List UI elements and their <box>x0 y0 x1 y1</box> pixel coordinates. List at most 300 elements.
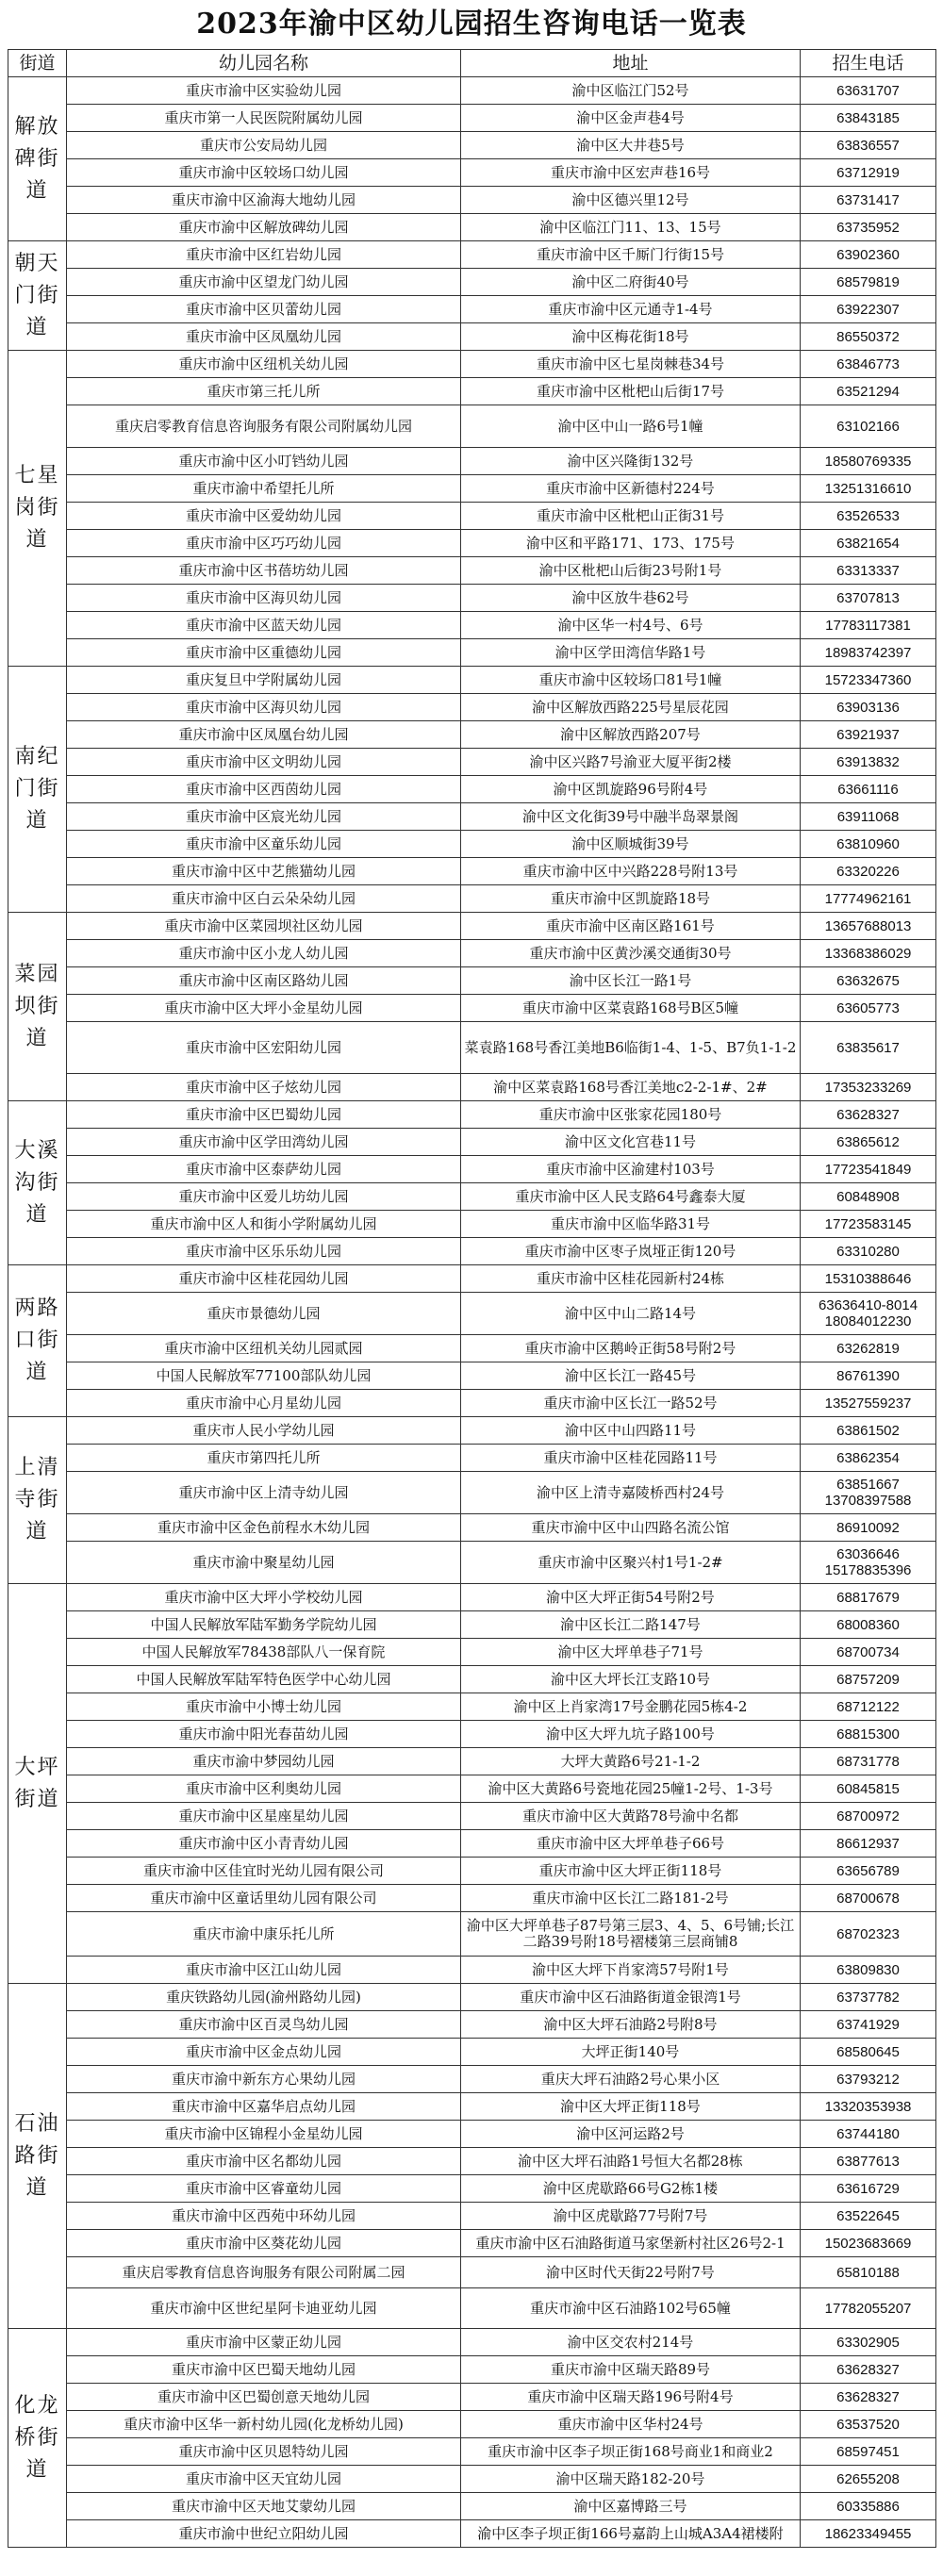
district-cell: 大坪街道 <box>8 1584 67 1984</box>
address-cell: 渝中区临江门11、13、15号 <box>461 214 801 241</box>
phone-cell: 63656789 <box>801 1858 936 1885</box>
phone-cell: 63865612 <box>801 1129 936 1156</box>
table-row <box>8 475 936 503</box>
table-row <box>8 2257 936 2288</box>
name-cell: 重庆市渝中区子炫幼儿园 <box>67 1074 461 1101</box>
address-cell: 渝中区兴路7号渝亚大厦平街2楼 <box>461 749 801 776</box>
phone-cell: 68815300 <box>801 1721 936 1748</box>
phone-cell: 86761390 <box>801 1362 936 1390</box>
table-row <box>8 269 936 296</box>
phone-cell: 63793212 <box>801 2066 936 2093</box>
phone-cell: 17774962161 <box>801 885 936 913</box>
name-cell: 重庆市渝中区爱幼幼儿园 <box>67 503 461 530</box>
address-cell: 渝中区瑞天路182-20号 <box>461 2466 801 2493</box>
phone-cell: 63877613 <box>801 2148 936 2175</box>
phone-cell: 63921937 <box>801 721 936 749</box>
table-row <box>8 132 936 159</box>
name-cell: 重庆市渝中区文明幼儿园 <box>67 749 461 776</box>
name-cell: 重庆市渝中阳光春苗幼儿园 <box>67 1721 461 1748</box>
address-cell: 重庆市渝中区中山四路名流公馆 <box>461 1514 801 1542</box>
table-row <box>8 1830 936 1858</box>
name-cell: 重庆市渝中希望托儿所 <box>67 475 461 503</box>
name-cell: 重庆市渝中区较场口幼儿园 <box>67 159 461 187</box>
phone-cell: 63744180 <box>801 2121 936 2148</box>
table-row <box>8 2438 936 2466</box>
name-cell: 重庆市渝中心月星幼儿园 <box>67 1390 461 1417</box>
address-cell: 重庆市渝中区李子坝正街168号商业1和商业2 <box>461 2438 801 2466</box>
address-cell: 重庆市渝中区鹅岭正街58号附2号 <box>461 1335 801 1362</box>
address-cell: 重庆市渝中区渝建村103号 <box>461 1156 801 1183</box>
table-row <box>8 1611 936 1639</box>
phone-cell: 65810188 <box>801 2257 936 2288</box>
district-cell: 解放碑街道 <box>8 77 67 241</box>
table-row <box>8 1639 936 1666</box>
name-cell: 重庆市渝中区华一新村幼儿园(化龙桥幼儿园) <box>67 2411 461 2438</box>
phone-cell: 63809830 <box>801 1957 936 1984</box>
phone-cell: 13368386029 <box>801 940 936 967</box>
phone-cell: 63605773 <box>801 995 936 1022</box>
page-title: 2023年渝中区幼儿园招生咨询电话一览表 <box>196 8 747 41</box>
table-row <box>8 2039 936 2066</box>
table-row <box>8 585 936 612</box>
name-cell: 重庆市渝中区小青青幼儿园 <box>67 1830 461 1858</box>
table-row <box>8 2121 936 2148</box>
phone-cell: 63313337 <box>801 557 936 585</box>
address-cell: 重庆市渝中区大黄路78号渝中名都 <box>461 1803 801 1830</box>
phone-cell: 63628327 <box>801 1101 936 1129</box>
address-cell: 重庆市渝中区聚兴村1号1-2# <box>461 1542 801 1584</box>
name-cell: 重庆市渝中区小叮铛幼儿园 <box>67 448 461 475</box>
table-row <box>8 721 936 749</box>
address-cell: 重庆市渝中区七星岗棘巷34号 <box>461 351 801 378</box>
address-cell: 重庆市渝中区张家花园180号 <box>461 1101 801 1129</box>
phone-cell: 13320353938 <box>801 2093 936 2121</box>
table-row <box>8 1514 936 1542</box>
table-row <box>8 187 936 214</box>
name-cell: 重庆市渝中区西苑中环幼儿园 <box>67 2203 461 2230</box>
table-row <box>8 2384 936 2411</box>
table-row <box>8 612 936 639</box>
name-cell: 重庆市渝中新东方心果幼儿园 <box>67 2066 461 2093</box>
phone-cell: 63036646 15178835396 <box>801 1542 936 1584</box>
district-cell: 石油路街道 <box>8 1984 67 2329</box>
table-row <box>8 2066 936 2093</box>
table-row <box>8 1912 936 1957</box>
table-row <box>8 639 936 667</box>
table-row <box>8 1984 936 2011</box>
table-header-row <box>8 50 936 77</box>
name-cell: 重庆市渝中区纽机关幼儿园贰园 <box>67 1335 461 1362</box>
phone-cell: 63628327 <box>801 2356 936 2384</box>
name-cell: 重庆市第三托儿所 <box>67 378 461 405</box>
name-cell: 重庆市渝中区嘉华启点幼儿园 <box>67 2093 461 2121</box>
phone-cell: 63616729 <box>801 2175 936 2203</box>
name-cell: 重庆市渝中区利奥幼儿园 <box>67 1775 461 1803</box>
address-cell: 渝中区大坪九坑子路100号 <box>461 1721 801 1748</box>
address-cell: 渝中区大坪长江支路10号 <box>461 1666 801 1693</box>
address-cell: 重庆市渝中区宏声巷16号 <box>461 159 801 187</box>
address-cell: 重庆市渝中区枣子岚垭正街120号 <box>461 1238 801 1265</box>
table-row <box>8 913 936 940</box>
phone-cell: 68712122 <box>801 1693 936 1721</box>
name-cell: 重庆市渝中小博士幼儿园 <box>67 1693 461 1721</box>
table-row <box>8 557 936 585</box>
phone-cell: 68757209 <box>801 1666 936 1693</box>
phone-cell: 63741929 <box>801 2011 936 2039</box>
table-row <box>8 2493 936 2520</box>
table-row <box>8 749 936 776</box>
name-cell: 中国人民解放军78438部队八一保育院 <box>67 1639 461 1666</box>
address-cell: 渝中区顺城街39号 <box>461 831 801 858</box>
district-cell: 朝天门街道 <box>8 241 67 351</box>
table-row <box>8 1238 936 1265</box>
address-cell: 重庆市渝中区枇杷山正街31号 <box>461 503 801 530</box>
address-cell: 重庆市渝中区长江一路52号 <box>461 1390 801 1417</box>
phone-cell: 17353233269 <box>801 1074 936 1101</box>
phone-cell: 86612937 <box>801 1830 936 1858</box>
table-row <box>8 1445 936 1472</box>
phone-cell: 63911068 <box>801 803 936 831</box>
name-cell: 重庆市渝中区蓝天幼儿园 <box>67 612 461 639</box>
name-cell: 重庆市渝中世纪立阳幼儿园 <box>67 2520 461 2548</box>
district-cell: 七星岗街道 <box>8 351 67 667</box>
table-body <box>8 77 936 2548</box>
address-cell: 渝中区放牛巷62号 <box>461 585 801 612</box>
address-cell: 大坪正街140号 <box>461 2039 801 2066</box>
address-cell: 渝中区长江二路147号 <box>461 1611 801 1639</box>
table-row <box>8 1390 936 1417</box>
table-row <box>8 1265 936 1293</box>
address-cell: 重庆市渝中区石油路102号65幢 <box>461 2288 801 2329</box>
address-cell: 重庆市渝中区菜袁路168号B区5幢 <box>461 995 801 1022</box>
name-cell: 重庆市渝中区金色前程水木幼儿园 <box>67 1514 461 1542</box>
address-cell: 重庆市渝中区长江二路181-2号 <box>461 1885 801 1912</box>
name-cell: 重庆市渝中区巴蜀幼儿园 <box>67 1101 461 1129</box>
phone-cell: 60335886 <box>801 2493 936 2520</box>
address-cell: 渝中区临江门52号 <box>461 77 801 105</box>
phone-cell: 68731778 <box>801 1748 936 1775</box>
name-cell: 重庆市渝中聚星幼儿园 <box>67 1542 461 1584</box>
phone-cell: 60848908 <box>801 1183 936 1211</box>
name-cell: 重庆市渝中区红岩幼儿园 <box>67 241 461 269</box>
name-cell: 重庆市渝中区白云朵朵幼儿园 <box>67 885 461 913</box>
table-row <box>8 405 936 448</box>
phone-cell: 68700972 <box>801 1803 936 1830</box>
phone-cell: 62655208 <box>801 2466 936 2493</box>
phone-cell: 63310280 <box>801 1238 936 1265</box>
table-row <box>8 858 936 885</box>
table-row <box>8 967 936 995</box>
address-cell: 渝中区华一村4号、6号 <box>461 612 801 639</box>
name-cell: 中国人民解放军77100部队幼儿园 <box>67 1362 461 1390</box>
address-cell: 渝中区中山一路6号1幢 <box>461 405 801 448</box>
name-cell: 重庆市公安局幼儿园 <box>67 132 461 159</box>
table-row <box>8 1335 936 1362</box>
table-row <box>8 2288 936 2329</box>
address-cell: 渝中区枇杷山后街23号附1号 <box>461 557 801 585</box>
phone-cell: 18623349455 <box>801 2520 936 2548</box>
address-cell: 重庆市渝中区石油路街道马家堡新村社区26号2-1 <box>461 2230 801 2257</box>
name-cell: 重庆市渝中区大坪小学校幼儿园 <box>67 1584 461 1611</box>
table-row <box>8 1211 936 1238</box>
address-cell: 渝中区交农村214号 <box>461 2329 801 2356</box>
address-cell: 重庆市渝中区大坪单巷子66号 <box>461 1830 801 1858</box>
table-row <box>8 2356 936 2384</box>
address-cell: 渝中区中山二路14号 <box>461 1293 801 1335</box>
name-cell: 重庆市渝中区纽机关幼儿园 <box>67 351 461 378</box>
address-cell: 渝中区解放西路225号星辰花园 <box>461 694 801 721</box>
phone-cell: 68579819 <box>801 269 936 296</box>
address-cell: 重庆市渝中区人民支路64号鑫泰大厦 <box>461 1183 801 1211</box>
address-cell: 渝中区大坪单巷子87号第三层3、4、5、6号铺;长江二路39号附18号褶楼第三层商铺8 <box>461 1912 801 1957</box>
name-cell: 重庆市渝中区海贝幼儿园 <box>67 585 461 612</box>
name-cell: 重庆市渝中区江山幼儿园 <box>67 1957 461 1984</box>
phone-cell: 63302905 <box>801 2329 936 2356</box>
table-row <box>8 105 936 132</box>
table-row <box>8 2230 936 2257</box>
address-cell: 渝中区虎歇路66号G2栋1楼 <box>461 2175 801 2203</box>
address-cell: 重庆市渝中区较场口81号1幢 <box>461 667 801 694</box>
address-cell: 重庆市渝中区中兴路228号附13号 <box>461 858 801 885</box>
address-cell: 重庆市渝中区千厮门行街15号 <box>461 241 801 269</box>
table-row <box>8 2411 936 2438</box>
table-row <box>8 448 936 475</box>
table-row <box>8 1022 936 1074</box>
address-cell: 渝中区兴隆街132号 <box>461 448 801 475</box>
name-cell: 重庆市渝中区巴蜀创意天地幼儿园 <box>67 2384 461 2411</box>
district-cell: 南纪门街道 <box>8 667 67 913</box>
address-cell: 重庆市渝中区瑞天路196号附4号 <box>461 2384 801 2411</box>
name-cell: 重庆市渝中区上清寺幼儿园 <box>67 1472 461 1514</box>
name-cell: 重庆市渝中区望龙门幼儿园 <box>67 269 461 296</box>
name-cell: 重庆启零教育信息咨询服务有限公司附属幼儿园 <box>67 405 461 448</box>
address-cell: 渝中区上肖家湾17号金鹏花园5栋4-2 <box>461 1693 801 1721</box>
table-row <box>8 241 936 269</box>
table-row <box>8 2520 936 2548</box>
phone-cell: 63537520 <box>801 2411 936 2438</box>
phone-cell: 68817679 <box>801 1584 936 1611</box>
name-cell: 重庆市渝中区童话里幼儿园有限公司 <box>67 1885 461 1912</box>
table-row <box>8 667 936 694</box>
table-row <box>8 2203 936 2230</box>
phone-cell: 63737782 <box>801 1984 936 2011</box>
name-cell: 重庆市渝中区中艺熊猫幼儿园 <box>67 858 461 885</box>
name-cell: 重庆市第四托儿所 <box>67 1445 461 1472</box>
phone-cell: 63836557 <box>801 132 936 159</box>
name-cell: 重庆市渝中区宏阳幼儿园 <box>67 1022 461 1074</box>
name-cell: 重庆市渝中区凤凰台幼儿园 <box>67 721 461 749</box>
address-cell: 渝中区学田湾信华路1号 <box>461 639 801 667</box>
phone-cell: 63661116 <box>801 776 936 803</box>
table-row <box>8 323 936 351</box>
phone-cell: 63902360 <box>801 241 936 269</box>
name-cell: 重庆市渝中区渝海大地幼儿园 <box>67 187 461 214</box>
address-cell: 渝中区凯旋路96号附4号 <box>461 776 801 803</box>
address-cell: 重庆市渝中区大坪正街118号 <box>461 1858 801 1885</box>
phone-cell: 63262819 <box>801 1335 936 1362</box>
phone-cell: 63903136 <box>801 694 936 721</box>
name-cell: 重庆市渝中区百灵鸟幼儿园 <box>67 2011 461 2039</box>
name-cell: 重庆市渝中区佳宜时光幼儿园有限公司 <box>67 1858 461 1885</box>
name-cell: 重庆市渝中区蒙正幼儿园 <box>67 2329 461 2356</box>
address-cell: 渝中区大坪下肖家湾57号附1号 <box>461 1957 801 1984</box>
phone-cell: 63707813 <box>801 585 936 612</box>
name-cell: 重庆市渝中区巴蜀天地幼儿园 <box>67 2356 461 2384</box>
address-cell: 渝中区大坪正街54号附2号 <box>461 1584 801 1611</box>
name-cell: 重庆市渝中区重德幼儿园 <box>67 639 461 667</box>
table-row <box>8 1803 936 1830</box>
table-row <box>8 1666 936 1693</box>
table-row <box>8 831 936 858</box>
name-cell: 重庆市渝中区巧巧幼儿园 <box>67 530 461 557</box>
phone-cell: 18580769335 <box>801 448 936 475</box>
address-cell: 渝中区大坪单巷子71号 <box>461 1639 801 1666</box>
phone-cell: 63851667 13708397588 <box>801 1472 936 1514</box>
table-row <box>8 694 936 721</box>
address-cell: 大坪大黄路6号21-1-2 <box>461 1748 801 1775</box>
phone-cell: 13527559237 <box>801 1390 936 1417</box>
table-row <box>8 940 936 967</box>
header-phone: 招生电话 <box>801 50 936 77</box>
district-cell: 菜园坝街道 <box>8 913 67 1101</box>
table-row <box>8 995 936 1022</box>
name-cell: 重庆市渝中区桂花园幼儿园 <box>67 1265 461 1293</box>
name-cell: 重庆市渝中区解放碑幼儿园 <box>67 214 461 241</box>
address-cell: 渝中区长江一路1号 <box>461 967 801 995</box>
name-cell: 重庆市渝中区锦程小金星幼儿园 <box>67 2121 461 2148</box>
phone-cell: 63846773 <box>801 351 936 378</box>
table-row <box>8 1156 936 1183</box>
district-cell: 上清寺街道 <box>8 1417 67 1584</box>
table-row <box>8 1775 936 1803</box>
address-cell: 渝中区中山四路11号 <box>461 1417 801 1445</box>
name-cell: 重庆市渝中区世纪星阿卡迪亚幼儿园 <box>67 2288 461 2329</box>
header-district: 街道 <box>8 50 67 77</box>
address-cell: 渝中区长江一路45号 <box>461 1362 801 1390</box>
phone-cell: 13657688013 <box>801 913 936 940</box>
phone-cell: 63821654 <box>801 530 936 557</box>
name-cell: 重庆市渝中区书蓓坊幼儿园 <box>67 557 461 585</box>
address-cell: 重庆市渝中区华村24号 <box>461 2411 801 2438</box>
table-row <box>8 1957 936 1984</box>
table-row <box>8 1183 936 1211</box>
phone-cell: 68580645 <box>801 2039 936 2066</box>
address-cell: 重庆市渝中区石油路街道金银湾1号 <box>461 1984 801 2011</box>
name-cell: 重庆市渝中区海贝幼儿园 <box>67 694 461 721</box>
phone-cell: 68597451 <box>801 2438 936 2466</box>
name-cell: 重庆市渝中区金点幼儿园 <box>67 2039 461 2066</box>
phone-cell: 63320226 <box>801 858 936 885</box>
phone-cell: 63628327 <box>801 2384 936 2411</box>
name-cell: 重庆复旦中学附属幼儿园 <box>67 667 461 694</box>
address-cell: 渝中区大坪石油路1号恒大名都28栋 <box>461 2148 801 2175</box>
address-cell: 渝中区嘉博路三号 <box>461 2493 801 2520</box>
table-row <box>8 1417 936 1445</box>
address-cell: 重庆市渝中区元通寺1-4号 <box>461 296 801 323</box>
name-cell: 重庆市渝中区大坪小金星幼儿园 <box>67 995 461 1022</box>
name-cell: 中国人民解放军陆军特色医学中心幼儿园 <box>67 1666 461 1693</box>
phone-cell: 15723347360 <box>801 667 936 694</box>
address-cell: 重庆市渝中区新德村224号 <box>461 475 801 503</box>
phone-cell: 63102166 <box>801 405 936 448</box>
phone-cell: 63636410-8014 18084012230 <box>801 1293 936 1335</box>
phone-cell: 13251316610 <box>801 475 936 503</box>
phone-cell: 63526533 <box>801 503 936 530</box>
table-row <box>8 885 936 913</box>
name-cell: 重庆市渝中区名都幼儿园 <box>67 2148 461 2175</box>
table-row <box>8 803 936 831</box>
phone-cell: 63861502 <box>801 1417 936 1445</box>
address-cell: 重庆市渝中区凯旋路18号 <box>461 885 801 913</box>
phone-cell: 63913832 <box>801 749 936 776</box>
table-row <box>8 2093 936 2121</box>
phone-cell: 18983742397 <box>801 639 936 667</box>
phone-cell: 63843185 <box>801 105 936 132</box>
table-row <box>8 1858 936 1885</box>
table-row <box>8 159 936 187</box>
name-cell: 重庆市渝中区贝恩特幼儿园 <box>67 2438 461 2466</box>
phone-cell: 63735952 <box>801 214 936 241</box>
table-row <box>8 351 936 378</box>
table-row <box>8 1885 936 1912</box>
address-cell: 渝中区上清寺嘉陵桥西村24号 <box>461 1472 801 1514</box>
address-cell: 渝中区大黄路6号瓷地花园25幢1-2号、1-3号 <box>461 1775 801 1803</box>
phone-cell: 63922307 <box>801 296 936 323</box>
name-cell: 重庆市渝中区童乐幼儿园 <box>67 831 461 858</box>
name-cell: 重庆市第一人民医院附属幼儿园 <box>67 105 461 132</box>
address-cell: 渝中区菜袁路168号香江美地c2-2-1#、2# <box>461 1074 801 1101</box>
table-row <box>8 1293 936 1335</box>
name-cell: 重庆市渝中区爱儿坊幼儿园 <box>67 1183 461 1211</box>
name-cell: 重庆铁路幼儿园(渝州路幼儿园) <box>67 1984 461 2011</box>
address-cell: 菜袁路168号香江美地B6临街1-4、1-5、B7负1-1-2 <box>461 1022 801 1074</box>
phone-cell: 15310388646 <box>801 1265 936 1293</box>
table-row <box>8 214 936 241</box>
table-row <box>8 2175 936 2203</box>
table-row <box>8 77 936 105</box>
phone-cell: 63632675 <box>801 967 936 995</box>
name-cell: 重庆市人民小学幼儿园 <box>67 1417 461 1445</box>
address-cell: 渝中区解放西路207号 <box>461 721 801 749</box>
address-cell: 重庆大坪石油路2号心果小区 <box>461 2066 801 2093</box>
phone-cell: 63522645 <box>801 2203 936 2230</box>
name-cell: 重庆市渝中区人和街小学附属幼儿园 <box>67 1211 461 1238</box>
address-cell: 渝中区大坪正街118号 <box>461 2093 801 2121</box>
table-row <box>8 1129 936 1156</box>
phone-cell: 63712919 <box>801 159 936 187</box>
phone-cell: 63631707 <box>801 77 936 105</box>
name-cell: 重庆市渝中区天宜幼儿园 <box>67 2466 461 2493</box>
district-cell: 化龙桥街道 <box>8 2329 67 2548</box>
table-row <box>8 776 936 803</box>
address-cell: 渝中区虎歇路77号附7号 <box>461 2203 801 2230</box>
enrollment-table <box>8 49 936 2548</box>
table-row <box>8 1542 936 1584</box>
address-cell: 渝中区德兴里12号 <box>461 187 801 214</box>
name-cell: 重庆市渝中康乐托儿所 <box>67 1912 461 1957</box>
table-row <box>8 530 936 557</box>
phone-cell: 68008360 <box>801 1611 936 1639</box>
phone-cell: 68700678 <box>801 1885 936 1912</box>
address-cell: 重庆市渝中区黄沙溪交通街30号 <box>461 940 801 967</box>
table-row <box>8 2148 936 2175</box>
name-cell: 重庆市渝中区西茵幼儿园 <box>67 776 461 803</box>
address-cell: 渝中区金声巷4号 <box>461 105 801 132</box>
header-name: 幼儿园名称 <box>67 50 461 77</box>
phone-cell: 63731417 <box>801 187 936 214</box>
phone-cell: 63810960 <box>801 831 936 858</box>
phone-cell: 86910092 <box>801 1514 936 1542</box>
